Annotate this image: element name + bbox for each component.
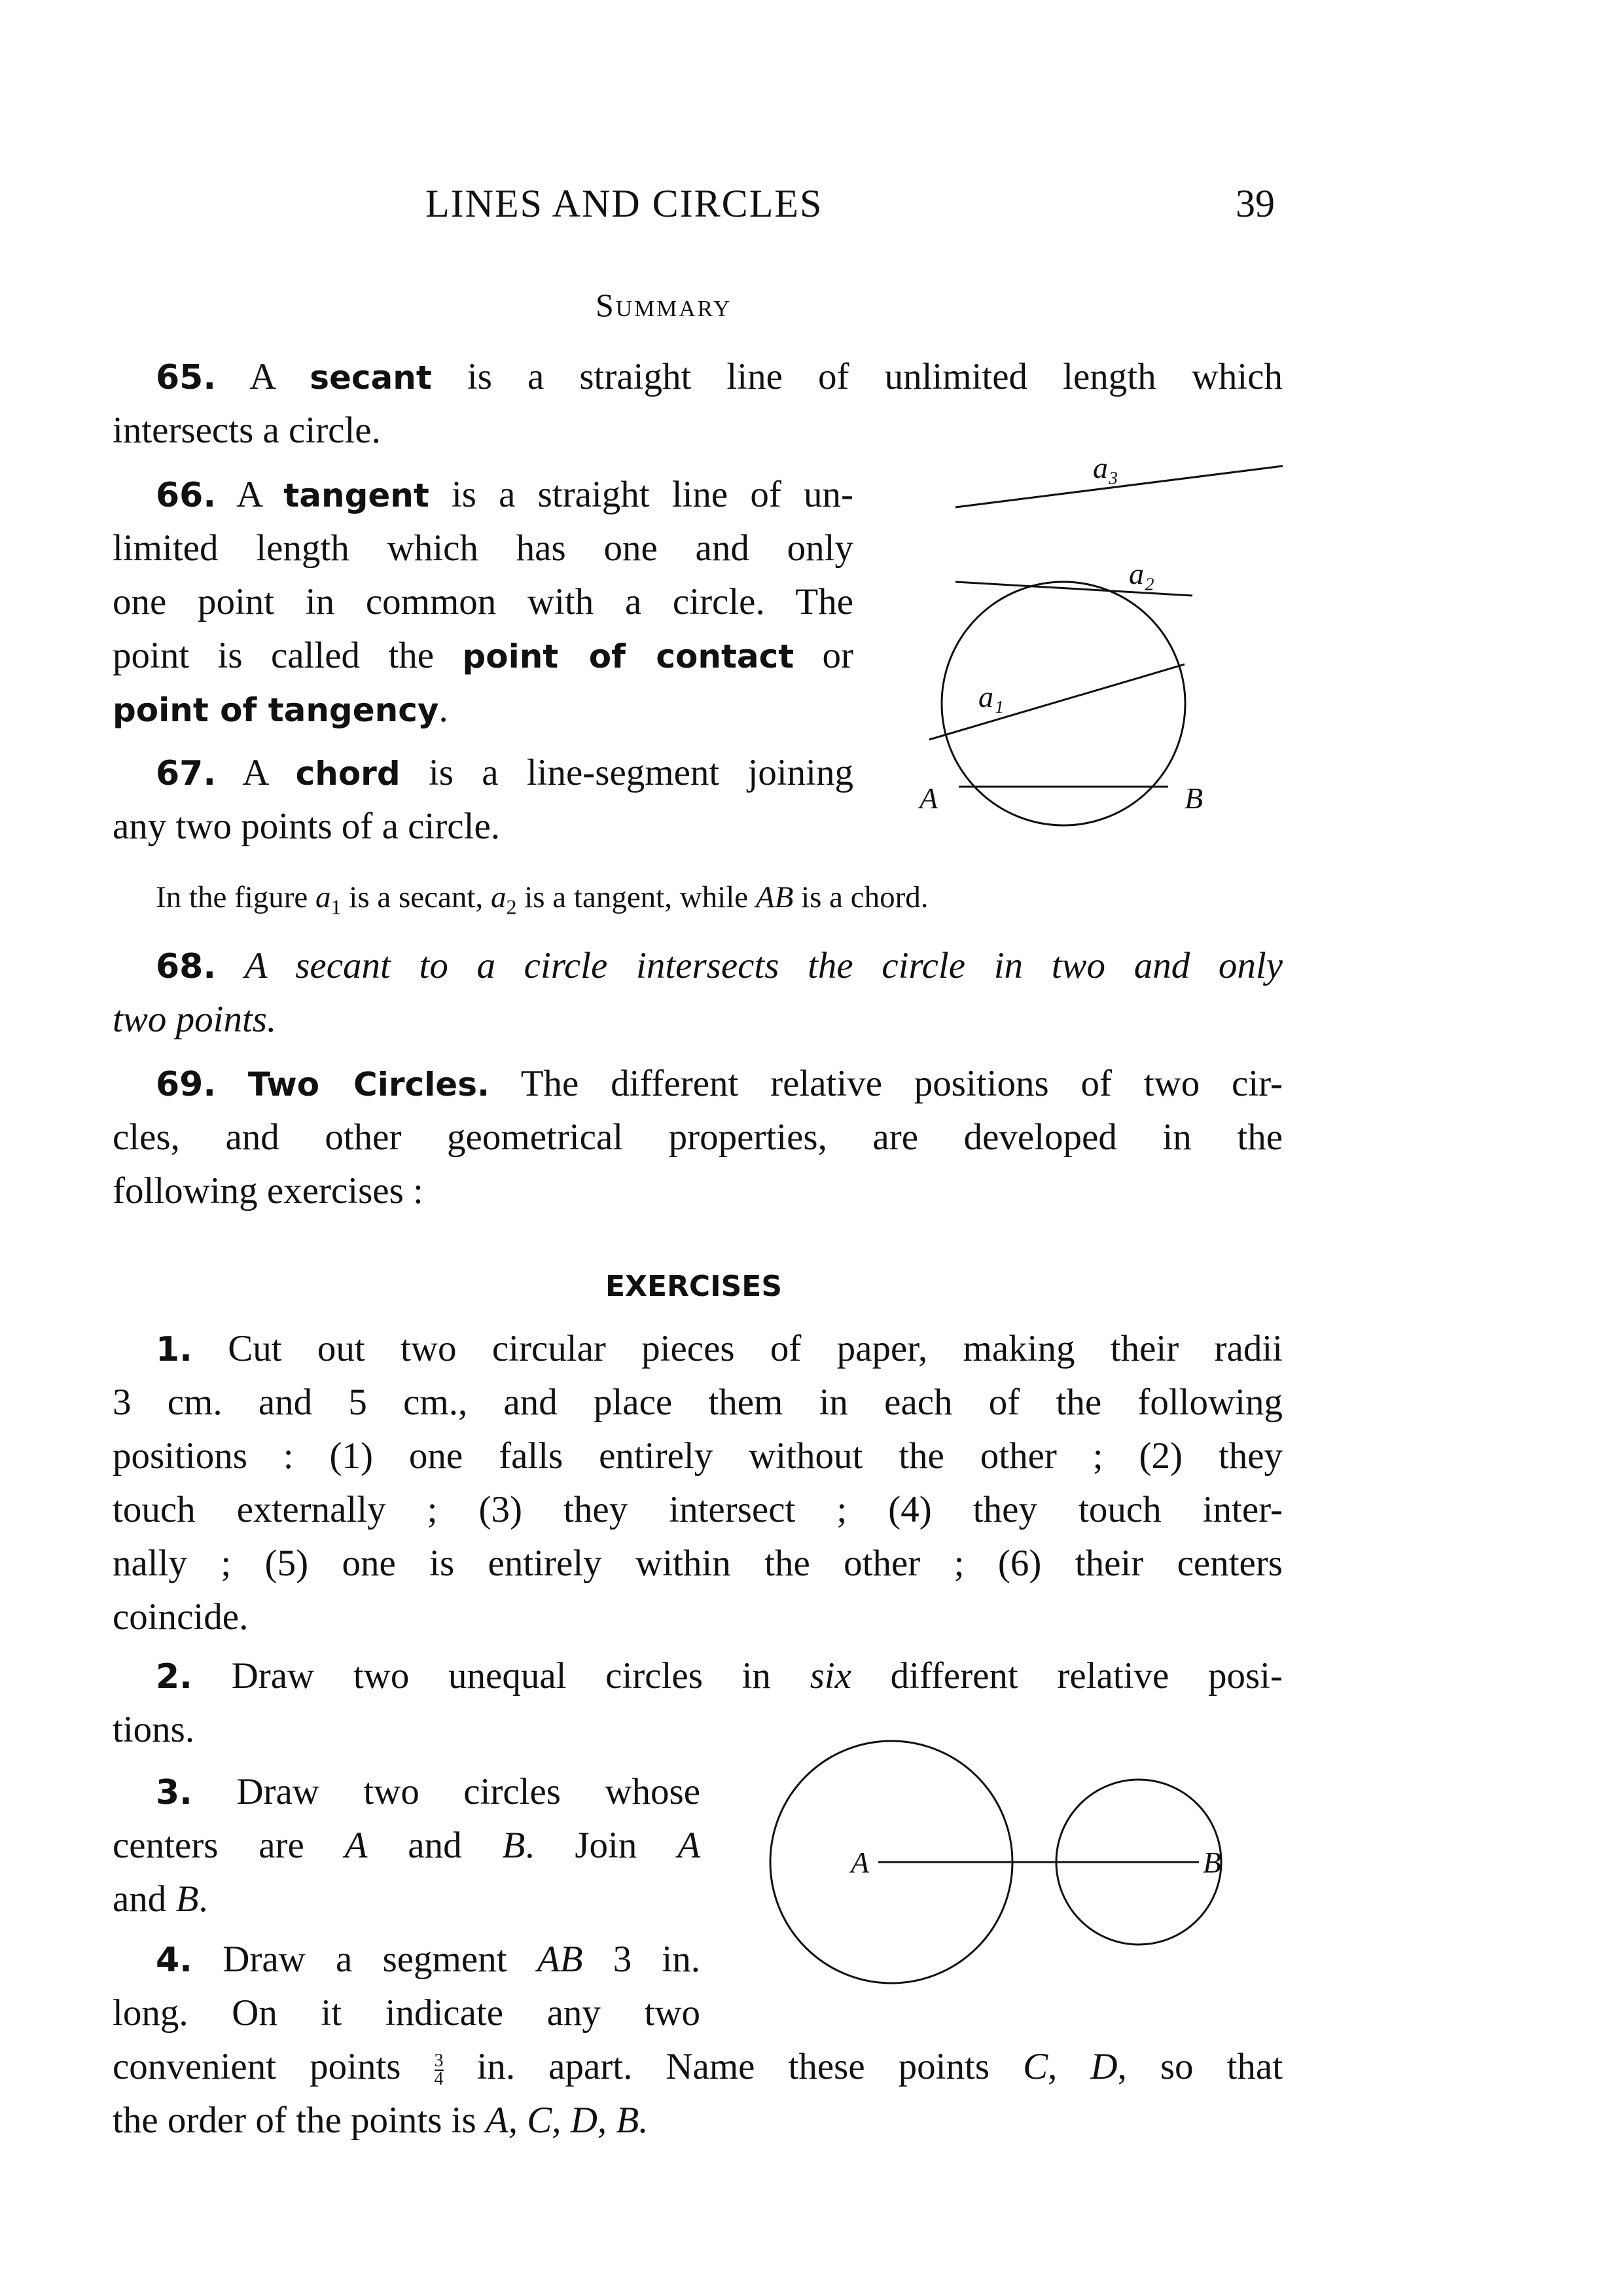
term-point-of-contact: point of contact — [462, 637, 794, 675]
exercise-1-line1: 1. Cut out two circular pieces of paper, making their radii — [156, 1328, 1283, 1369]
exercise-3-line2: centers are A and B. Join A — [113, 1825, 701, 1866]
item-69-line3: following exercises : — [113, 1170, 423, 1211]
figure-secant-tangent-chord — [890, 445, 1296, 838]
item-66-line5: point of tangency. — [113, 689, 448, 730]
item-69-line2: cles, and other geometrical properties, are developed in the — [113, 1117, 1283, 1158]
label-B: B — [1185, 781, 1204, 815]
term-secant: secant — [310, 359, 432, 397]
secant-line-a3 — [955, 466, 1283, 507]
exercise-4-line3: convenient points $\frac{3}{4}$ in. apart. Name these points C, D, so that — [113, 2046, 1283, 2089]
exercise-2-line1: 2. Draw two unequal circles in six different relative posi- — [156, 1655, 1283, 1696]
item-number: 68. — [156, 947, 217, 986]
item-69-line1: 69. Two Circles. The different relative positions of two cir- — [156, 1063, 1283, 1104]
exercise-2-line2: tions. — [113, 1709, 195, 1750]
summary-heading: Summary — [596, 287, 732, 323]
secant-line-a1 — [929, 664, 1185, 740]
page-number: 39 — [1236, 182, 1275, 225]
exercise-3-line3: and B. — [113, 1878, 208, 1920]
item-67-line1: 67. A chord is a line-segment joining — [156, 752, 854, 793]
exercise-number: 4. — [156, 1941, 192, 1980]
item-number: 67. — [156, 754, 217, 793]
item-65-line2: intersects a circle. — [113, 410, 381, 451]
exercise-number: 3. — [156, 1773, 192, 1812]
exercise-1-line3: positions : (1) one falls entirely without the other ; (2) they — [113, 1435, 1283, 1477]
fraction-three-quarters: $\frac{3}{4}$ — [434, 2050, 444, 2089]
running-title: LINES AND CIRCLES — [425, 182, 823, 225]
exercise-1-line4: touch externally ; (3) they intersect ; (4) they touch inter- — [113, 1489, 1283, 1530]
item-number: 69. — [156, 1065, 217, 1104]
term-two-circles: Two Circles. — [247, 1066, 490, 1103]
exercise-4-line1: 4. Draw a segment AB 3 in. — [156, 1939, 701, 1980]
label-A: A — [919, 781, 938, 815]
item-65-line1: 65. A secant is a straight line of unlimited length which — [156, 356, 1283, 397]
item-67-line2: any two points of a circle. — [113, 806, 500, 847]
term-point-of-tangency: point of tangency — [113, 691, 439, 729]
exercise-1-line6: coincide. — [113, 1596, 249, 1638]
item-number: 65. — [156, 358, 217, 397]
label-a2: a₂ — [1129, 557, 1154, 590]
item-66-line3: one point in common with a circle. The — [113, 581, 853, 622]
exercise-4-line2: long. On it indicate any two — [113, 1992, 700, 2034]
exercise-number: 2. — [156, 1657, 192, 1696]
item-66-line1: 66. A tangent is a straight line of un- — [156, 474, 854, 515]
label-A: A — [851, 1846, 870, 1879]
label-a3: a₃ — [1093, 451, 1118, 484]
figure-note: In the figure $a_1$ is a secant, $a_2$ is a tangent, while AB is a chord. — [156, 880, 929, 919]
term-tangent: tangent — [283, 476, 429, 514]
exercise-1-line2: 3 cm. and 5 cm., and place them in each of the following — [113, 1382, 1283, 1423]
exercise-number: 1. — [156, 1330, 192, 1369]
tangent-line-a2 — [955, 582, 1192, 596]
label-a1: a₁ — [978, 680, 1004, 713]
item-66-line4: point is called the point of contact or — [113, 635, 854, 676]
exercises-heading: EXERCISES — [605, 1270, 783, 1303]
figure-two-circles — [740, 1734, 1302, 1996]
item-66-line2: limited length which has one and only — [113, 528, 853, 569]
term-chord: chord — [295, 755, 401, 793]
item-68-line2: two points. — [113, 999, 277, 1040]
item-number: 66. — [156, 476, 217, 515]
label-B: B — [1203, 1846, 1222, 1879]
exercise-4-line4: the order of the points is A, C, D, B. — [113, 2100, 649, 2141]
exercise-3-line1: 3. Draw two circles whose — [156, 1771, 700, 1812]
exercise-1-line5: nally ; (5) one is entirely within the other ; (6) their centers — [113, 1543, 1283, 1584]
item-68-line1: 68. A secant to a circle intersects the circle in two and only — [156, 945, 1283, 986]
